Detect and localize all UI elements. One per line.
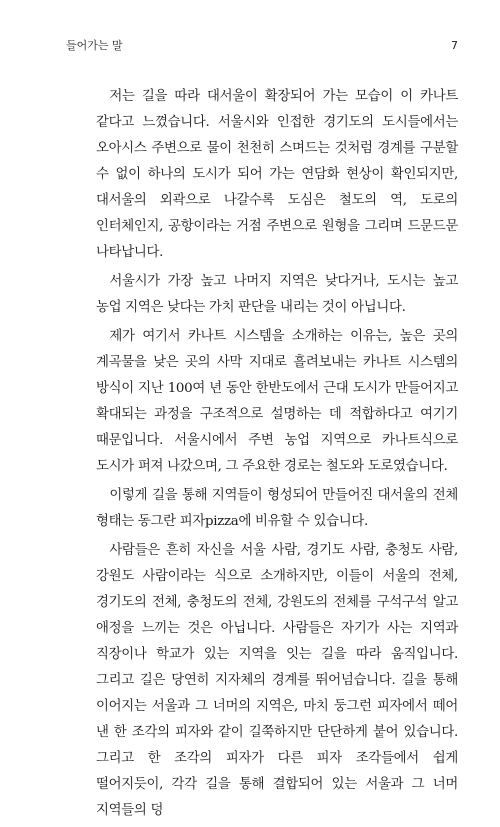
paragraph: 제가 여기서 카나트 시스템을 소개하는 이유는, 높은 곳의 계곡물을 낮은 곳의 사막 지대로 흘려보내는 카나트 시스템의 방식이 지난 100여 년 동안 한반도에서 근대 도시가 만들어지고 확대되는 과정을 구조적으로 설명하는 데 적합하다고 여기기 때문입니다. 서울시에서 주변 농업 지역으로 카나트식으로 도시가 퍼져 나갔으며, 그 주요한 경로는 철도와 도로였습니다.	[96, 329, 458, 474]
running-header	[66, 36, 458, 54]
paragraph: 사람들은 흔히 자신을 서울 사람, 경기도 사람, 충청도 사람, 강원도 사람이라는 식으로 소개하지만, 이들이 서울의 전체, 경기도의 전체, 충청도의 전체, 강원도의 전체를 구석구석 알고 애정을 느끼는 것은 아닙니다. 사람들은 자기가 사는 지역과 직장이나 학교가 있는 지역을 잇는 길을 따라 움직입니다. 그리고 길은 당연히 지자체의 경계를 뛰어넘습니다. 길을 통해 이어지는 서울과 그 너머의 지역은, 마치 둥그런 피자에서 떼어 낸 한 조각의 피자와 같이 길쭉하지만 단단하게 붙어 있습니다. 그리고 한 조각의 피자가 다른 피자 조각들에서 쉽게 떨어지듯이, 각각 길을 통해 결합되어 있는 서울과 그 너머 지역들의 덩	[96, 543, 458, 818]
paragraph: 저는 길을 따라 대서울이 확장되어 가는 모습이 이 카나트 같다고 느꼈습니다. 서울시와 인접한 경기도의 도시들에서는 오아시스 주변으로 물이 천천히 스며드는 것처럼 경계를 구분할 수 없이 하나의 도시가 되어 가는 연담화 현상이 확인되지만, 대서울의 외곽으로 나갈수록 도심은 철도의 역, 도로의 인터체인지, 공항이라는 거점 주변으로 원형을 그리며 드문드문 나타납니다.	[96, 89, 458, 260]
section-title: 들어가는 말	[66, 39, 123, 52]
paragraph: 서울시가 가장 높고 나머지 지역은 낮다거나, 도시는 높고 농업 지역은 낮다는 가치 판단을 내리는 것이 아닙니다.	[96, 274, 458, 315]
page-number: 7	[451, 38, 458, 52]
paragraph: 이렇게 길을 통해 지역들이 형성되어 만들어진 대서울의 전체 형태는 동그란 피자pizza에 비유할 수 있습니다.	[96, 488, 458, 529]
body-text	[96, 84, 458, 827]
